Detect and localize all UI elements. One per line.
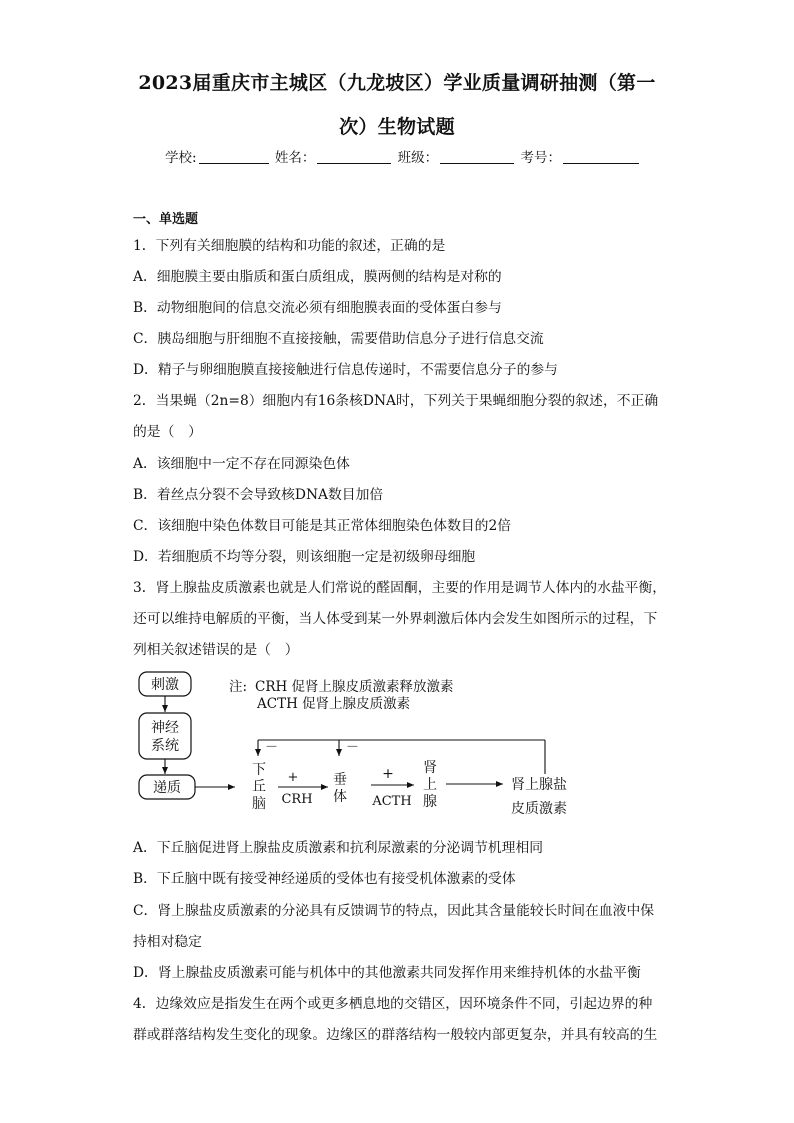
q1-stem: 1．下列有关细胞膜的结构和功能的叙述，正确的是 [133, 238, 446, 254]
pituitary-char-2: 体 [333, 789, 347, 805]
minus-sign-2: － [346, 740, 360, 755]
q2-stem-line-1: 2．当果蝇（2n=8）细胞内有16条核DNA时，下列关于果蝇细胞分裂的叙述，不正确 [133, 393, 659, 409]
q1-option-b: B．动物细胞间的信息交流必须有细胞膜表面的受体蛋白参与 [133, 300, 502, 316]
nervous-system-label-1: 神经 [151, 720, 179, 736]
name-label: 姓名： [274, 150, 316, 166]
school-label: 学校: [165, 150, 197, 166]
hypothalamus-char-1: 下 [252, 762, 266, 778]
q3-option-c-line-2: 持相对稳定 [133, 934, 202, 950]
q3-option-a: A．下丘脑促进肾上腺盐皮质激素和抗利尿激素的分泌调节机理相同 [133, 840, 544, 856]
q2-stem-line-2: 的是（ ） [133, 424, 202, 440]
plus-sign-1: + [287, 770, 299, 785]
section-title: 一、单选题 [133, 212, 199, 227]
q3-stem-line-2: 还可以维持电解质的平衡，当人体受到某一外界刺激后体内会发生如图所示的过程，下 [133, 611, 658, 627]
stimulus-label: 刺激 [151, 677, 179, 693]
hormone-label-2: 皮质激素 [511, 801, 567, 817]
q2-option-b: B．着丝点分裂不会导致核DNA数目加倍 [133, 487, 384, 503]
hormone-regulation-diagram [133, 668, 593, 828]
hypothalamus-char-2: 丘 [252, 779, 266, 795]
class-blank[interactable] [440, 149, 514, 164]
note-prefix: 注: [229, 679, 248, 695]
exam-title-line-1: 2023届重庆市主城区（九龙坡区）学业质量调研抽测（第一 [138, 72, 656, 94]
exam-title-line-2: 次）生物试题 [339, 116, 455, 138]
q4-stem-line-2: 群或群落结构发生变化的现象。边缘区的群落结构一般较内部更复杂，并具有较高的生 [133, 1027, 658, 1043]
class-label: 班级： [397, 150, 439, 166]
hormone-label-1: 肾上腺盐 [511, 777, 567, 793]
plus-sign-2: + [382, 766, 394, 782]
note-crh: CRH 促肾上腺皮质激素释放激素 [255, 679, 454, 695]
acth-label: ACTH [372, 794, 412, 809]
q3-stem-line-1: 3．肾上腺盐皮质激素也就是人们常说的醛固酮，主要的作用是调节人体内的水盐平衡， [133, 580, 667, 596]
q3-option-c-line-1: C．肾上腺盐皮质激素的分泌具有反馈调节的特点，因此其含量能较长时间在血液中保 [133, 903, 655, 919]
school-blank[interactable] [199, 149, 269, 164]
q4-stem-line-1: 4．边缘效应是指发生在两个或更多栖息地的交错区，因环境条件不同，引起边界的种 [133, 996, 653, 1012]
adrenal-char-1: 肾 [423, 760, 437, 776]
q1-option-a: A．细胞膜主要由脂质和蛋白质组成，膜两侧的结构是对称的 [133, 269, 502, 285]
adrenal-char-2: 上 [423, 777, 437, 793]
q3-stem-line-3: 列相关叙述错误的是（ ） [133, 642, 299, 658]
q1-option-d: D．精子与卵细胞膜直接接触进行信息传递时，不需要信息分子的参与 [133, 362, 558, 378]
transmitter-label: 递质 [153, 780, 181, 796]
nervous-system-label-2: 系统 [151, 738, 179, 754]
name-blank[interactable] [317, 149, 391, 164]
exam-number-label: 考号： [520, 150, 561, 166]
q2-option-a: A．该细胞中一定不存在同源染色体 [133, 456, 350, 472]
note-acth: ACTH 促肾上腺皮质激素 [257, 696, 411, 712]
exam-number-blank[interactable] [563, 149, 639, 164]
q3-option-d: D．肾上腺盐皮质激素可能与机体中的其他激素共同发挥作用来维持机体的水盐平衡 [133, 965, 641, 981]
q1-option-c: C．胰岛细胞与肝细胞不直接接触，需要借助信息分子进行信息交流 [133, 331, 544, 347]
crh-label: CRH [281, 792, 313, 807]
student-info-row [165, 146, 641, 166]
adrenal-char-3: 腺 [423, 794, 437, 810]
pituitary-char-1: 垂 [333, 772, 347, 788]
q2-option-d: D．若细胞质不均等分裂，则该细胞一定是初级卵母细胞 [133, 549, 476, 565]
q2-option-c: C．该细胞中染色体数目可能是其正常体细胞染色体数目的2倍 [133, 518, 512, 534]
hypothalamus-char-3: 脑 [252, 796, 266, 812]
q3-option-b: B．下丘脑中既有接受神经递质的受体也有接受机体激素的受体 [133, 871, 516, 887]
minus-sign-1: － [265, 740, 279, 755]
